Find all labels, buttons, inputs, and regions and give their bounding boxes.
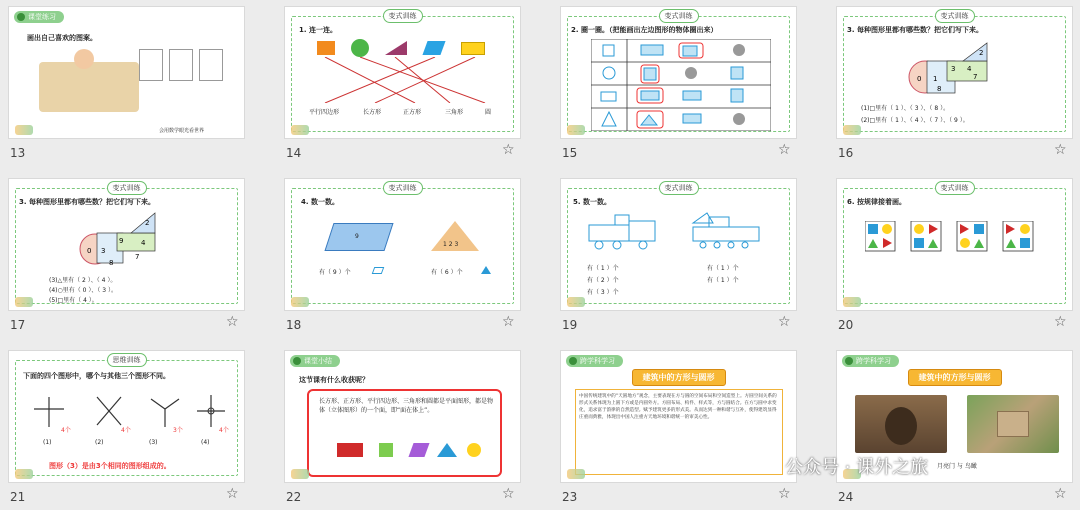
answer-line: (4)○里有（ 0 ）、（ 3 ）。: [49, 287, 117, 294]
slide-preview[interactable]: [8, 350, 245, 483]
slide-number: 15: [562, 146, 578, 160]
aerial-photo: [967, 395, 1059, 453]
decoration: [843, 125, 861, 135]
number-figure: [79, 209, 169, 269]
option-label: (2): [95, 439, 104, 446]
count-line: 有（ 1 ）个: [587, 265, 619, 272]
slide-number: 22: [286, 490, 302, 504]
svg-text:8: 8: [109, 259, 114, 267]
option-label: (4): [201, 439, 210, 446]
decoration: [843, 297, 861, 307]
slide-tag: 变式训练: [659, 181, 699, 195]
rectangle-shape: [317, 41, 335, 55]
star-icon[interactable]: ☆: [226, 314, 239, 330]
answer-line: (2)□里有（ 1 ）、（ 4 ）、（ 7 ）、（ 9 ）。: [861, 117, 969, 124]
shape-label: 三角形: [445, 109, 464, 116]
slide-text: 3. 每种图形里都有哪些数？把它们写下来。: [19, 198, 155, 206]
square-shape: [379, 443, 393, 457]
answer-line: (1)□里有（ 1 ）、（ 3 ）、（ 8 ）。: [861, 105, 950, 112]
photo-caption: 月亮门 与 鸟瞰: [937, 463, 977, 470]
shape-label: 平行四边形: [309, 109, 340, 116]
svg-text:2: 2: [979, 49, 984, 57]
slide-preview[interactable]: [836, 6, 1073, 139]
count-line: 有（ 6 ）个: [431, 269, 463, 276]
summary-text: 长方形、正方形、平行四边形、三角形和圆都是平面图形，都是物体（立体图形）的一个面，即“面在体上”。: [319, 398, 494, 414]
answer-line: (3)△里有（ 2 ）、（ 4 ）。: [49, 277, 117, 284]
shape-label: 正方形: [403, 109, 422, 116]
slide-thumbnail[interactable]: [0, 344, 270, 510]
triangle-shape: [437, 443, 457, 457]
slide-number: 14: [286, 146, 302, 160]
slide-preview[interactable]: [284, 178, 521, 311]
slide-number: 24: [838, 490, 854, 504]
slide-text: 3. 每种图形里都有哪些数？把它们写下来。: [847, 26, 983, 34]
parallelogram-shape: [324, 223, 393, 251]
slide-preview[interactable]: [8, 178, 245, 311]
slide-number: 21: [10, 490, 26, 504]
decoration: [567, 297, 585, 307]
slide-tag: 课堂练习: [14, 11, 64, 23]
svg-text:7: 7: [973, 73, 978, 81]
rectangle-shape: [337, 443, 363, 457]
drawing-box: [199, 49, 223, 81]
star-icon[interactable]: ☆: [226, 486, 239, 502]
square-shape: [461, 42, 485, 55]
slide-tag: 跨学科学习: [566, 355, 623, 367]
moon-gate-photo: [855, 395, 947, 453]
count-line: 有（ 1 ）个: [707, 265, 739, 272]
svg-text:9: 9: [119, 237, 124, 245]
count-line: 有（ 2 ）个: [587, 277, 619, 284]
child-figure: [74, 49, 94, 69]
slide-preview[interactable]: [284, 6, 521, 139]
slide-title: 建筑中的方形与圆形: [908, 369, 1002, 386]
svg-text:7: 7: [135, 253, 140, 261]
slide-thumbnail[interactable]: [0, 0, 270, 170]
option-label: (1): [43, 439, 52, 446]
pattern-sequence: [865, 221, 1055, 253]
illustration: [39, 62, 139, 112]
decoration: [291, 297, 309, 307]
slide-tag: 变式训练: [935, 9, 975, 23]
slide-text: 2. 圈一圈。（把能画出左边图形的物体圈出来）: [571, 26, 718, 34]
slide-number: 19: [562, 318, 578, 332]
slide-tag: 变式训练: [935, 181, 975, 195]
star-icon[interactable]: ☆: [778, 142, 791, 158]
star-icon[interactable]: ☆: [502, 142, 515, 158]
slide-tag: 思维训练: [107, 353, 147, 367]
svg-text:0: 0: [87, 247, 92, 255]
decoration: [567, 125, 585, 135]
star-icon[interactable]: ☆: [502, 486, 515, 502]
slide-tag: 变式训练: [659, 9, 699, 23]
decoration: [567, 469, 585, 479]
shape-number: 9: [355, 233, 359, 240]
count-label: 3个: [173, 427, 183, 434]
slide-tag: 变式训练: [107, 181, 147, 195]
decoration: [15, 469, 33, 479]
circle-shape: [467, 443, 481, 457]
slide-footer: 会用数学眼光看世界: [159, 128, 205, 134]
slide-text: 6. 按规律接着画。: [847, 198, 906, 206]
count-line: 有（ 9 ）个: [319, 269, 351, 276]
svg-text:8: 8: [937, 85, 942, 93]
star-icon[interactable]: ☆: [1054, 142, 1067, 158]
star-icon[interactable]: ☆: [778, 314, 791, 330]
triangle-icon: [481, 266, 491, 274]
slide-number: 20: [838, 318, 854, 332]
slide-number: 23: [562, 490, 578, 504]
slide-thumbnail[interactable]: [552, 344, 822, 510]
slide-tag: 变式训练: [383, 9, 423, 23]
slide-preview[interactable]: [560, 178, 797, 311]
slide-tag: 课堂小结: [290, 355, 340, 367]
svg-text:2: 2: [145, 219, 150, 227]
star-icon[interactable]: ☆: [1054, 314, 1067, 330]
count-label: 4个: [219, 427, 229, 434]
decoration: [291, 125, 309, 135]
body-text: 中国传统建筑中的“天圆地方”观念，主要表现在方与圆的空间布局和空间造型上。方圆空间关系的形式关系体现为上圆下方或是内圆外方。方圆布局、构件、样式等，方与圆结合。在方与圆中求变化，追求富于韵律的自然造型。赋予建筑更多的形式美。从而达到一种和谐与互补，使得建筑显得庄重而典雅，体现出中国人注重方天地环境和谐统一的审美心性。: [575, 389, 783, 475]
slide-number: 13: [10, 146, 26, 160]
slide-text: 1. 连一连。: [299, 26, 337, 34]
connecting-lines: [315, 57, 495, 103]
shape-label: 圆: [485, 109, 492, 116]
slide-title: 建筑中的方形与圆形: [632, 369, 726, 386]
slide-number: 18: [286, 318, 302, 332]
count-label: 4个: [61, 427, 71, 434]
slide-preview[interactable]: [836, 178, 1073, 311]
slide-thumbnail[interactable]: [552, 172, 822, 342]
count-label: 4个: [121, 427, 131, 434]
slide-text: 下面的四个图形中，哪个与其他三个图形不同。: [23, 372, 170, 380]
svg-text:4: 4: [967, 65, 972, 73]
drawing-box: [169, 49, 193, 81]
answer-text: 图形（3）是由3个相同的图形组成的。: [49, 462, 171, 470]
shape-label: 长方形: [363, 109, 382, 116]
watermark: 公众号 · 课外之旅: [785, 457, 929, 478]
svg-text:4: 4: [141, 239, 146, 247]
number-figure: [907, 39, 1007, 99]
slide-preview[interactable]: [284, 350, 521, 483]
circle-shape: [351, 39, 369, 57]
svg-text:0: 0: [917, 75, 922, 83]
count-line: 有（ 1 ）个: [707, 277, 739, 284]
option-label: (3): [149, 439, 158, 446]
slide-thumbnail[interactable]: [276, 172, 546, 342]
slide-thumbnail[interactable]: [0, 172, 270, 342]
decoration: [15, 297, 33, 307]
decoration: [291, 469, 309, 479]
slide-thumbnail[interactable]: [552, 0, 822, 170]
slide-number: 16: [838, 146, 854, 160]
star-icon[interactable]: ☆: [502, 314, 515, 330]
drawing-box: [139, 49, 163, 81]
svg-text:3: 3: [101, 247, 106, 255]
object-table: [591, 39, 771, 131]
answer-line: (5)□里有（ 4 ）。: [49, 297, 98, 304]
truck-figure: [587, 211, 667, 251]
count-line: 有（ 3 ）个: [587, 289, 619, 296]
slide-thumbnail[interactable]: [276, 344, 546, 510]
star-icon[interactable]: ☆: [778, 486, 791, 502]
slide-text: 4. 数一数。: [301, 198, 339, 206]
slide-text: 画出自己喜欢的图案。: [27, 34, 97, 42]
slide-preview[interactable]: [560, 6, 797, 139]
svg-text:3: 3: [951, 65, 956, 73]
decoration: [15, 125, 33, 135]
slide-thumbnail[interactable]: [828, 0, 1080, 170]
slide-preview[interactable]: [8, 6, 245, 139]
slide-thumbnail[interactable]: [828, 344, 1080, 510]
slide-text: 这节课有什么收获呢？: [299, 376, 369, 384]
slide-preview[interactable]: [560, 350, 797, 483]
slide-thumbnail[interactable]: [276, 0, 546, 170]
slide-tag: 跨学科学习: [842, 355, 899, 367]
star-icon[interactable]: ☆: [1054, 486, 1067, 502]
slide-text: 5. 数一数。: [573, 198, 611, 206]
triangle-shape: [385, 41, 407, 55]
slide-thumbnail[interactable]: [828, 172, 1080, 342]
slide-tag: 变式训练: [383, 181, 423, 195]
slide-number: 17: [10, 318, 26, 332]
ship-figure: [691, 209, 771, 249]
shape-number: 1 2 3: [443, 241, 459, 248]
svg-text:1: 1: [933, 75, 938, 83]
